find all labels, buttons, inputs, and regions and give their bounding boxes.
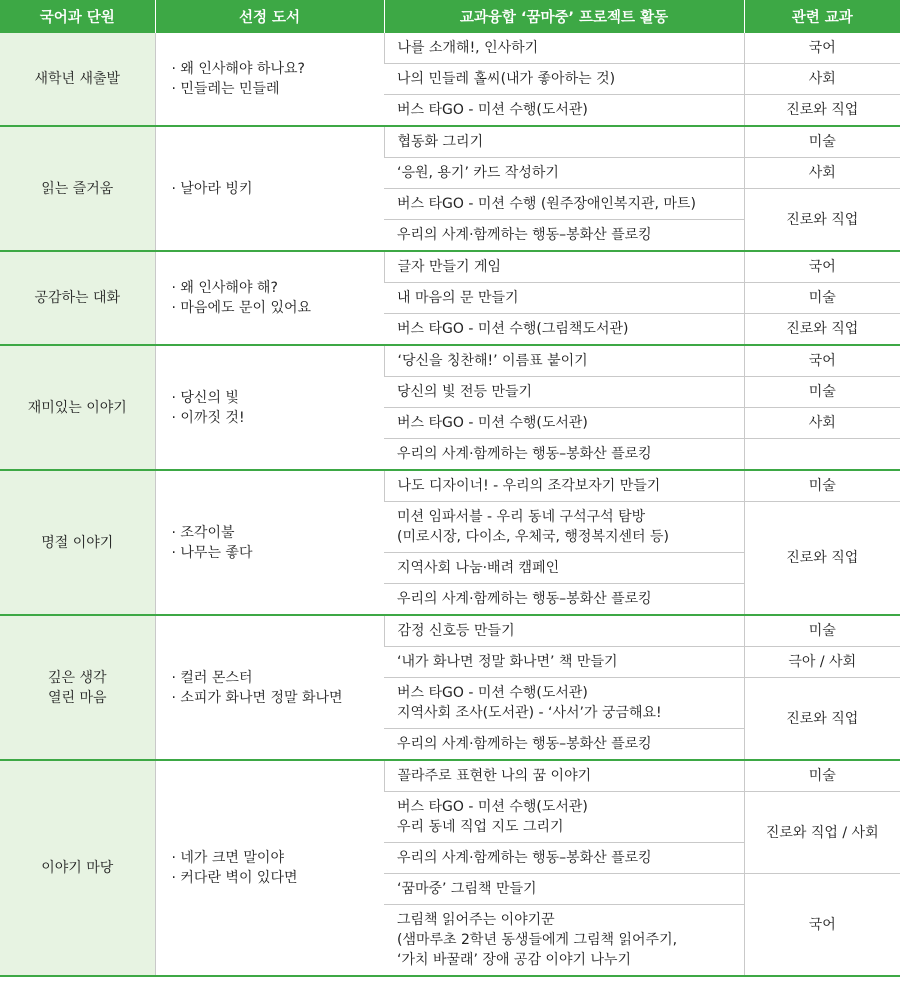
subject-cell: 진로와 직업	[744, 678, 900, 761]
activity-cell	[384, 283, 744, 314]
activity-cell	[384, 760, 744, 792]
subject-cell: 극아 / 사회	[744, 647, 900, 678]
book-title: · 소피가 화나면 정말 화나면	[171, 689, 343, 706]
activity-line: ‘가치 바꿀래’ 장애 공감 이야기 나누기	[397, 952, 632, 968]
books-cell	[155, 470, 384, 615]
subject-cell: 사회	[744, 64, 900, 95]
header-books: 선정 도서	[155, 0, 384, 33]
activity-cell	[384, 678, 744, 729]
unit-cell	[0, 760, 155, 976]
activity-line: 버스 타GO - 미션 수행(그림책도서관)	[397, 321, 629, 337]
unit-line: 새학년 새출발	[34, 71, 121, 87]
books-cell	[155, 33, 384, 126]
subject-cell: 미술	[744, 615, 900, 647]
activity-line: 글자 만들기 게임	[397, 259, 502, 275]
header-subject: 관련 교과	[744, 0, 900, 33]
subject-cell: 사회	[744, 158, 900, 189]
activity-line: 버스 타GO - 미션 수행(도서관)	[397, 799, 588, 815]
activity-cell	[384, 729, 744, 761]
subject-cell: 진로와 직업	[744, 95, 900, 127]
activity-cell	[384, 33, 744, 64]
activity-line: 우리 동네 직업 지도 그리기	[397, 819, 564, 835]
activity-cell	[384, 439, 744, 471]
activity-cell	[384, 874, 744, 905]
subject-cell: 국어	[744, 874, 900, 977]
activity-line: 우리의 사계·함께하는 행동–봉화산 플로킹	[397, 850, 652, 866]
header-row	[0, 0, 900, 33]
subject-cell: 미술	[744, 760, 900, 792]
table-row	[0, 760, 900, 792]
activity-cell	[384, 553, 744, 584]
book-title: · 민들레는 민들레	[171, 81, 280, 97]
activity-line: ‘내가 화나면 정말 화나면’ 책 만들기	[397, 654, 618, 670]
activity-line: 감정 신호등 만들기	[397, 623, 515, 639]
book-title: · 네가 크면 말이야	[171, 850, 284, 866]
subject-cell: 미술	[744, 283, 900, 314]
unit-line: 열린 마음	[47, 689, 107, 706]
books-cell	[155, 345, 384, 470]
subject-cell: 진로와 직업	[744, 189, 900, 252]
activity-line: (미로시장, 다이소, 우체국, 행정복지센터 등)	[397, 529, 669, 545]
activity-cell	[384, 158, 744, 189]
activity-line: 지역사회 조사(도서관) - ‘사서’가 궁금해요!	[397, 705, 662, 721]
activity-cell	[384, 905, 744, 977]
table-row	[0, 33, 900, 64]
activity-line: 나도 디자이너! - 우리의 조각보자기 만들기	[397, 478, 661, 494]
subject-cell: 국어	[744, 251, 900, 283]
books-cell	[155, 760, 384, 976]
activity-line: 나를 소개해!, 인사하기	[397, 40, 539, 56]
activity-cell	[384, 408, 744, 439]
unit-line: 읽는 즐거움	[41, 180, 114, 197]
activity-line: 지역사회 나눔·배려 캠페인	[397, 560, 560, 576]
book-title: · 마음에도 문이 있어요	[171, 300, 312, 316]
activity-line: 협동화 그리기	[397, 134, 484, 150]
book-title: · 당신의 빛	[171, 389, 239, 406]
book-title: · 날아라 빙키	[171, 180, 253, 197]
book-title: · 컬러 몬스터	[171, 669, 253, 686]
table-row	[0, 470, 900, 502]
activity-line: 내 마음의 문 만들기	[397, 290, 519, 306]
unit-line: 재미있는 이야기	[27, 399, 127, 416]
activity-cell	[384, 345, 744, 377]
activity-line: 버스 타GO - 미션 수행(도서관)	[397, 685, 588, 701]
books-cell	[155, 251, 384, 345]
book-title: · 왜 인사해야 해?	[171, 280, 278, 296]
subject-cell: 미술	[744, 377, 900, 408]
unit-cell	[0, 615, 155, 760]
books-cell	[155, 126, 384, 251]
subject-cell: 국어	[744, 345, 900, 377]
activity-line: ‘꿈마중’ 그림책 만들기	[397, 881, 537, 897]
book-title: · 조각이불	[171, 524, 235, 541]
unit-line: 이야기 마당	[41, 860, 114, 876]
activity-cell	[384, 220, 744, 252]
activity-line: 버스 타GO - 미션 수행(도서관)	[397, 102, 588, 118]
table-row	[0, 615, 900, 647]
table-row	[0, 251, 900, 283]
activity-line: (샘마루초 2학년 동생들에게 그림책 읽어주기,	[397, 932, 678, 948]
activity-cell	[384, 126, 744, 158]
book-title: · 이까짓 것!	[171, 409, 245, 426]
book-title: · 왜 인사해야 하나요?	[171, 61, 305, 77]
header-activities: 교과융합 ‘꿈마중’ 프로젝트 활동	[384, 0, 744, 33]
activity-cell	[384, 843, 744, 874]
subject-cell	[744, 439, 900, 471]
activity-line: 미션 임파서블 - 우리 동네 구석구석 탐방	[397, 509, 646, 525]
activity-line: 버스 타GO - 미션 수행 (원주장애인복지관, 마트)	[397, 196, 696, 212]
activity-line: 우리의 사계·함께하는 행동–봉화산 플로킹	[397, 736, 652, 752]
activity-cell	[384, 377, 744, 408]
activity-line: 우리의 사계·함께하는 행동–봉화산 플로킹	[397, 227, 652, 243]
activity-cell	[384, 189, 744, 220]
activity-cell	[384, 792, 744, 843]
header-unit: 국어과 단원	[0, 0, 155, 33]
activity-line: 우리의 사계·함께하는 행동–봉화산 플로킹	[397, 591, 652, 607]
table-row	[0, 126, 900, 158]
activity-line: 그림책 읽어주는 이야기꾼	[397, 912, 555, 928]
subject-cell: 미술	[744, 126, 900, 158]
subject-cell: 국어	[744, 33, 900, 64]
activity-line: 당신의 빛 전등 만들기	[397, 384, 533, 400]
activity-line: 나의 민들레 홀씨(내가 좋아하는 것)	[397, 71, 616, 87]
book-title: · 나무는 좋다	[171, 544, 253, 561]
activity-line: 꼴라주로 표현한 나의 꿈 이야기	[397, 768, 592, 784]
table-row	[0, 345, 900, 377]
unit-cell	[0, 345, 155, 470]
unit-line: 깊은 생각	[47, 669, 107, 686]
unit-line: 공감하는 대화	[34, 290, 121, 306]
activity-cell	[384, 314, 744, 346]
unit-cell	[0, 126, 155, 251]
activity-line: 우리의 사계·함께하는 행동–봉화산 플로킹	[397, 446, 652, 462]
subject-cell: 진로와 직업	[744, 502, 900, 616]
unit-cell	[0, 251, 155, 345]
activity-cell	[384, 615, 744, 647]
activity-line: ‘응원, 용기’ 카드 작성하기	[397, 165, 559, 181]
activity-line: ‘당신을 칭찬해!’ 이름표 붙이기	[397, 353, 588, 369]
subject-cell: 사회	[744, 408, 900, 439]
activity-cell	[384, 584, 744, 616]
unit-cell	[0, 470, 155, 615]
books-cell	[155, 615, 384, 760]
book-title: · 커다란 벽이 있다면	[171, 870, 298, 886]
activity-cell	[384, 251, 744, 283]
activity-cell	[384, 502, 744, 553]
subject-cell: 진로와 직업 / 사회	[744, 792, 900, 874]
unit-line: 명절 이야기	[41, 534, 114, 551]
activity-cell	[384, 95, 744, 127]
subject-cell: 진로와 직업	[744, 314, 900, 346]
subject-cell: 미술	[744, 470, 900, 502]
activity-line: 버스 타GO - 미션 수행(도서관)	[397, 415, 588, 431]
activity-cell	[384, 470, 744, 502]
activity-cell	[384, 647, 744, 678]
unit-cell	[0, 33, 155, 126]
activity-cell	[384, 64, 744, 95]
